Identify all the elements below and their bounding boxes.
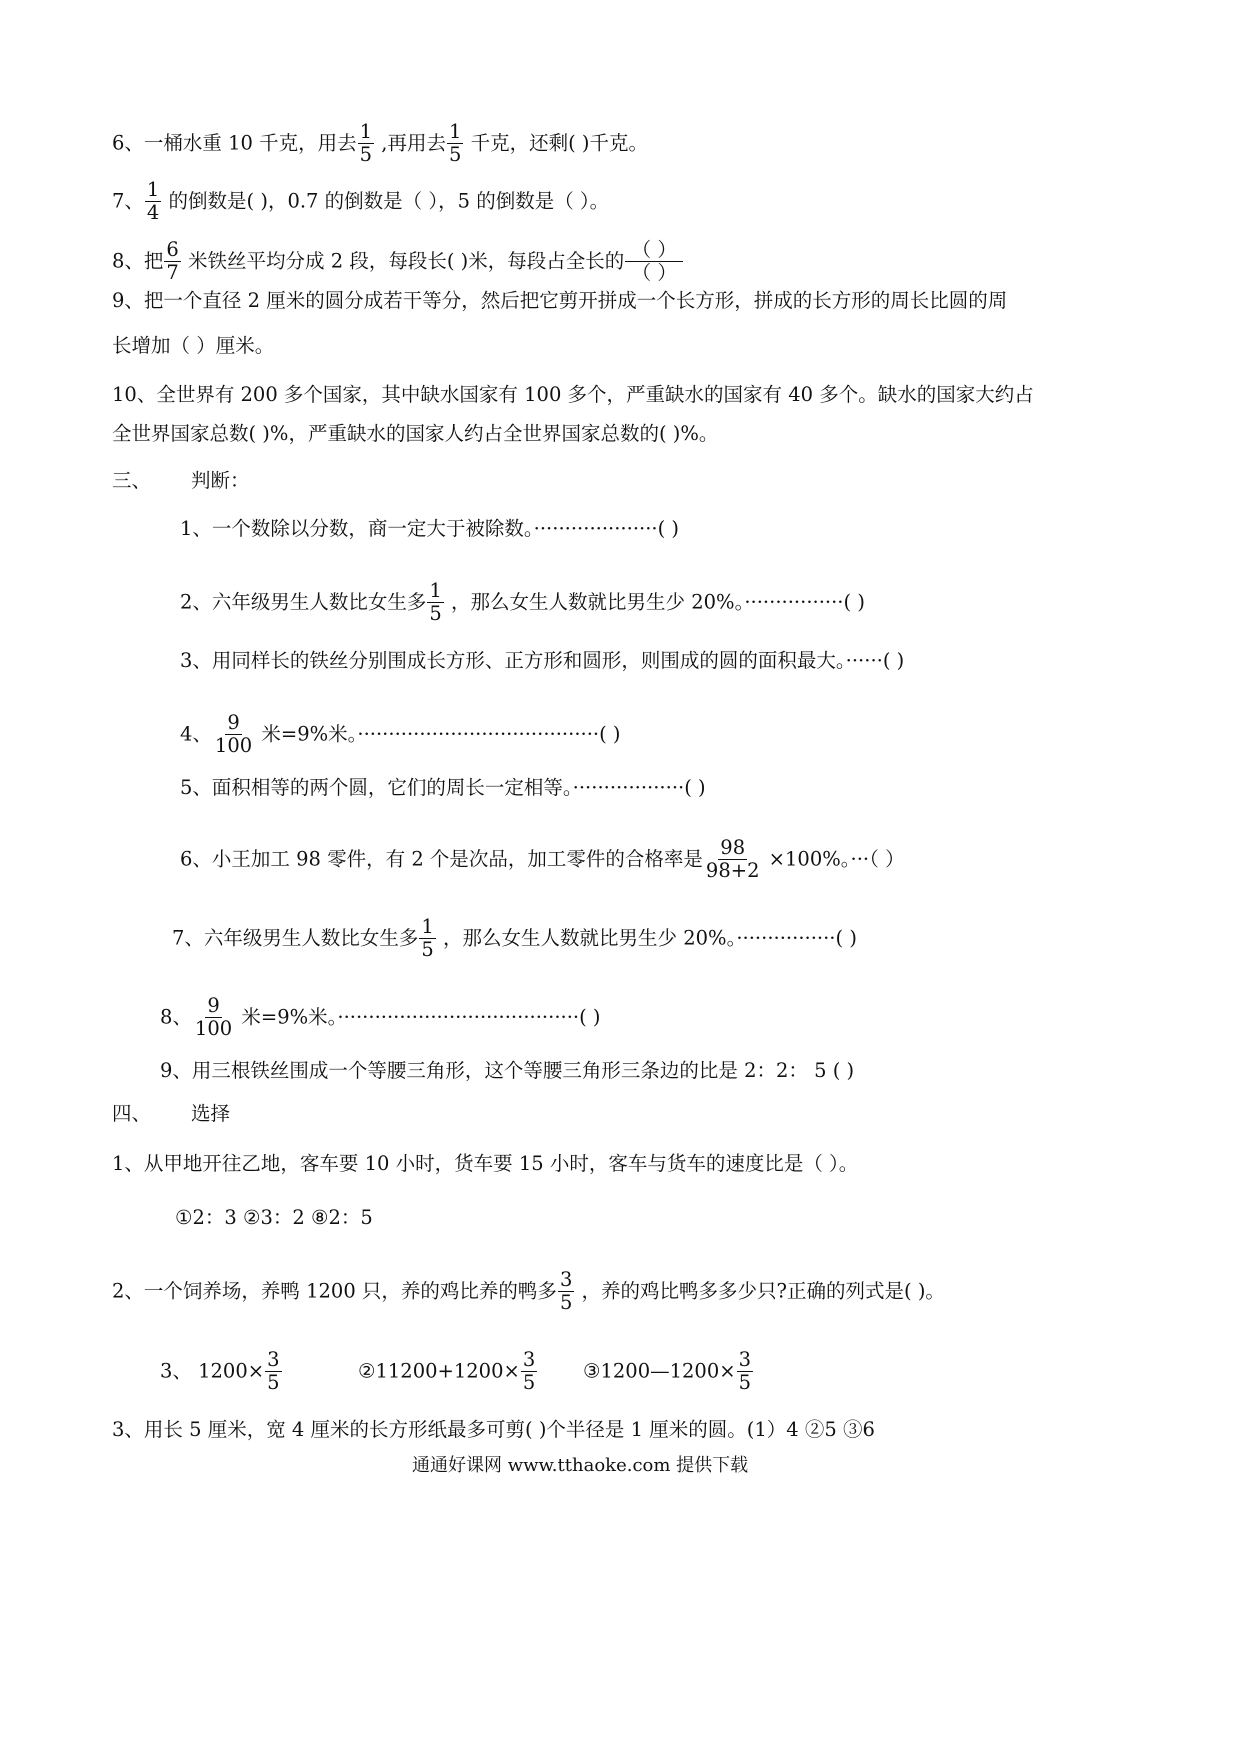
text-run: 5、面积相等的两个圆，它们的周长一定相等。··················( ) [180, 776, 706, 799]
fraction [145, 180, 161, 224]
choice-item-1-options [175, 1204, 373, 1232]
judge-item-3 [180, 647, 904, 675]
fraction-numerator: 3 [267, 1348, 280, 1371]
section-choice-label: 四、 [112, 1102, 152, 1125]
text-run: 2、六年级男生人数比女生多 [180, 590, 427, 614]
fraction [419, 917, 435, 961]
section-judge-heading [112, 467, 250, 495]
judge-item-1 [180, 515, 679, 543]
choice-item-2-option-a [160, 1350, 283, 1394]
text-run: 米铁丝平均分成 2 段，每段长( )米，每段占全长的 [181, 249, 625, 273]
fraction [358, 122, 374, 166]
fraction-numerator: 3 [559, 1268, 573, 1291]
text-run: ,再用去 [375, 131, 446, 155]
choice-item-2-option-b [358, 1350, 538, 1394]
section-judge-title: 判断： [191, 469, 250, 492]
text-run: ，那么女生人数就比男生少 20%。················( ) [436, 926, 857, 950]
fraction [213, 713, 254, 757]
text-run: 3、 1200× [160, 1359, 265, 1383]
question-10-line-1 [112, 381, 1034, 409]
choice-item-2-option-c [583, 1350, 754, 1394]
text-run: 1、从甲地开往乙地，客车要 10 小时，货车要 15 小时，客车与货车的速度比是（ ）。 [112, 1152, 859, 1175]
text-run: 长增加（ ）厘米。 [112, 334, 275, 357]
question-7 [112, 180, 609, 224]
fraction [164, 240, 180, 284]
fraction [521, 1350, 537, 1394]
fraction-numerator: 6 [166, 238, 179, 261]
fraction [193, 996, 234, 1040]
text-run: 7、 [112, 189, 144, 213]
text-run: ，养的鸡比鸭多多少只?正确的列式是( )。 [575, 1279, 945, 1303]
text-run: 8、把 [112, 249, 164, 273]
fraction [427, 581, 443, 625]
question-8 [112, 240, 684, 284]
text-run: 7、六年级男生人数比女生多 [172, 926, 419, 950]
fraction-denominator: 5 [448, 143, 462, 167]
page-footer [412, 1452, 748, 1480]
text-run: 米=9%米。·······································( ) [255, 722, 621, 746]
fraction [737, 1350, 753, 1394]
choice-item-1 [112, 1150, 858, 1178]
text-run: 10、全世界有 200 多个国家，其中缺水国家有 100 多个，严重缺水的国家有 40 多个。缺水的国家大约占 [112, 383, 1034, 406]
fraction-numerator: 1 [359, 120, 373, 143]
text-run: 6、一桶水重 10 千克，用去 [112, 131, 357, 155]
text-run: 3、用长 5 厘米，宽 4 厘米的长方形纸最多可剪( )个半径是 1 厘米的圆。(1）4 ②5 ③6 [112, 1418, 875, 1441]
text-run: 的倒数是( )，0.7 的倒数是（ ），5 的倒数是（ ）。 [162, 189, 610, 213]
question-9-line-1 [112, 287, 1007, 315]
text-run: ①2：3 ②3：2 ⑧2：5 [175, 1206, 373, 1229]
text-run: 全世界国家总数( )%，严重缺水的国家人约占全世界国家总数的( )%。 [112, 422, 719, 445]
fraction-numerator: 98 [720, 836, 746, 859]
choice-item-2 [112, 1270, 945, 1314]
fraction-denominator: 5 [421, 938, 434, 962]
fraction-numerator: 1 [421, 915, 434, 938]
judge-item-9 [160, 1057, 854, 1085]
text-run: ②11200+1200× [358, 1359, 520, 1383]
fraction-denominator: 100 [194, 1017, 233, 1041]
fraction-numerator: 1 [146, 178, 160, 201]
text-run: 6、小王加工 98 零件，有 2 个是次品，加工零件的合格率是 [180, 847, 703, 871]
fraction-denominator: 5 [429, 602, 442, 626]
fraction-numerator: 1 [448, 120, 462, 143]
text-run: 3、用同样长的铁丝分别围成长方形、正方形和圆形，则围成的圆的面积最大。······( ) [180, 649, 905, 672]
fraction-numerator: 3 [738, 1348, 751, 1371]
fraction-denominator: 5 [267, 1371, 280, 1395]
fraction [625, 240, 683, 284]
footer-text: 通通好课网 www.tthaoke.com 提供下载 [412, 1455, 749, 1476]
text-run: 8、 [160, 1005, 192, 1029]
fraction-numerator: 9 [207, 994, 220, 1017]
text-run: 9、用三根铁丝围成一个等腰三角形，这个等腰三角形三条边的比是 2：2： 5 ( ) [160, 1059, 855, 1082]
section-choice-heading [112, 1100, 230, 1128]
fraction-denominator: 5 [559, 1291, 573, 1315]
fraction-denominator: 5 [738, 1371, 751, 1395]
text-run: 米=9%米。·······································( ) [235, 1005, 601, 1029]
fraction-denominator: 100 [214, 734, 253, 758]
judge-item-8 [160, 996, 601, 1040]
judge-item-2 [180, 581, 865, 625]
fraction-numerator: 3 [522, 1348, 536, 1371]
choice-item-3 [112, 1416, 875, 1444]
fraction-denominator: 4 [146, 201, 160, 225]
fraction [447, 122, 463, 166]
text-run: ③1200—1200× [583, 1359, 736, 1383]
text-run: ×100%。···（ ） [762, 847, 905, 871]
question-10-line-2 [112, 420, 718, 448]
fraction-numerator: 1 [429, 579, 442, 602]
fraction-numerator: 9 [227, 711, 240, 734]
text-run: 2、一个饲养场，养鸭 1200 只，养的鸡比养的鸭多 [112, 1279, 557, 1303]
judge-item-6 [180, 838, 905, 882]
judge-item-5 [180, 774, 706, 802]
text-run: 1、一个数除以分数，商一定大于被除数。····················( ) [180, 517, 680, 540]
question-9-line-2 [112, 332, 274, 360]
fraction-denominator: 7 [166, 261, 179, 285]
section-judge-label: 三、 [112, 469, 152, 492]
question-6 [112, 122, 648, 166]
fraction-denominator: 5 [359, 143, 373, 167]
fraction-denominator: 5 [522, 1371, 536, 1395]
fraction-numerator: （ ） [625, 240, 683, 262]
text-run: 千克，还剩( )千克。 [464, 131, 648, 155]
judge-item-4 [180, 713, 621, 757]
text-run: 9、把一个直径 2 厘米的圆分成若干等分，然后把它剪开拼成一个长方形，拼成的长方形的周长比圆的周 [112, 289, 1008, 312]
section-choice-title: 选择 [191, 1102, 231, 1125]
fraction-denominator: 98+2 [705, 859, 760, 883]
text-run: ，那么女生人数就比男生少 20%。················( ) [444, 590, 865, 614]
fraction-denominator: （ ） [631, 261, 677, 285]
fraction [558, 1270, 574, 1314]
fraction [265, 1350, 281, 1394]
text-run: 4、 [180, 722, 212, 746]
fraction [704, 838, 762, 882]
judge-item-7 [172, 917, 857, 961]
